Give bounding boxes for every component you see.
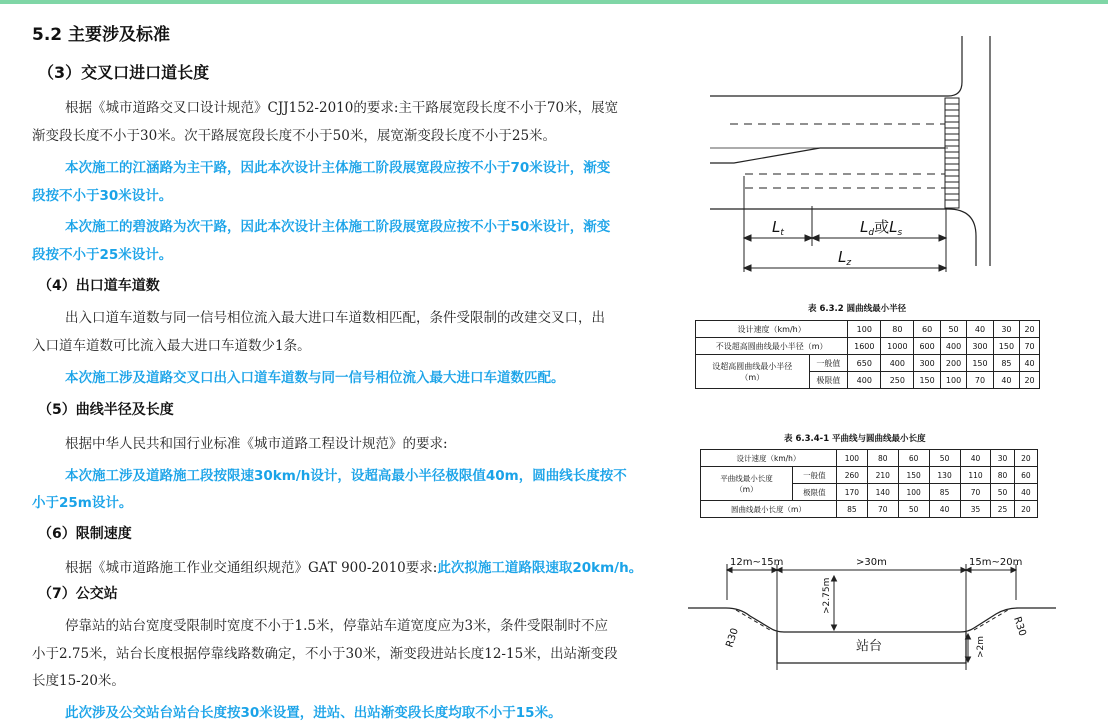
table-row <box>696 355 1040 372</box>
table-cell: 110 <box>960 467 991 484</box>
highlight-paragraph: 小于25m设计。 <box>32 495 133 511</box>
platform-length-label: >30m <box>856 557 887 568</box>
highlight-paragraph: 本次施工的碧波路为次干路，因此本次设计主体施工阶段展宽段应按不小于50米设计，渐变 <box>65 219 611 235</box>
table-cell <box>701 467 793 501</box>
table-cell: 40 <box>1014 484 1037 501</box>
highlight-paragraph: 本次施工涉及道路交叉口出入口道车道数与同一信号相位流入最大进口车道数匹配。 <box>65 370 565 386</box>
table-cell: 20 <box>1020 321 1040 338</box>
table-cell: 200 <box>940 355 966 372</box>
table-cell: 70 <box>867 501 898 518</box>
table-cell: 20 <box>1014 450 1037 467</box>
paragraph: 出入口道车道数与同一信号相位流入最大进口车道数相匹配，条件受限制的改建交叉口，出 <box>65 310 605 326</box>
table-cell: 一般值 <box>809 355 848 372</box>
paragraph: 长度15-20米。 <box>32 673 125 689</box>
paragraph: 入口道车道数可比流入最大进口车道数少1条。 <box>32 338 311 354</box>
table-cell: 400 <box>848 372 881 389</box>
exit-length-label: 15m~20m <box>969 557 1023 568</box>
paragraph: 根据《城市道路交叉口设计规范》CJJ152-2010的要求:主干路展宽段长度不小于70米，展宽 <box>65 100 619 116</box>
lt-label: $L_t$ <box>772 218 784 238</box>
min-radius-table <box>695 320 1040 389</box>
table-cell: 40 <box>1020 355 1040 372</box>
table-cell: 30 <box>991 450 1014 467</box>
highlight-paragraph: 段按不小于25米设计。 <box>32 247 173 263</box>
table1-caption: 表 6.3.2 圆曲线最小半径 <box>808 304 907 314</box>
crosswalk-hatching <box>945 98 959 208</box>
table-cell: 650 <box>848 355 881 372</box>
table-cell: 150 <box>898 467 929 484</box>
highlight-paragraph: 此次涉及公交站台站台长度按30米设置，进站、出站渐变段长度均取不小于15米。 <box>65 705 562 721</box>
cell-text: （m） <box>740 372 765 382</box>
lane-width-label: >2.75m <box>822 577 832 614</box>
bus-stop-diagram <box>684 552 1060 676</box>
highlight-text: 此次拟施工道路限速取20km/h。 <box>437 560 643 576</box>
curb-line-top <box>710 36 962 96</box>
table-row <box>701 450 1038 467</box>
table-cell: 130 <box>929 467 960 484</box>
table-row <box>701 501 1038 518</box>
heading-6: （6）限制速度 <box>38 526 132 542</box>
table-cell: 1000 <box>881 338 914 355</box>
table-cell: 140 <box>867 484 898 501</box>
table-cell: 圆曲线最小长度（m） <box>701 501 837 518</box>
highlight-paragraph: 段按不小于30米设计。 <box>32 188 173 204</box>
table-cell: 70 <box>960 484 991 501</box>
paragraph: 渐变段长度不小于30米。次干路展宽段长度不小于50米，展宽渐变段长度不小于25米。 <box>32 128 557 144</box>
radius-label-left: R30 <box>724 626 741 649</box>
table-cell: 170 <box>836 484 867 501</box>
table-cell: 100 <box>940 372 966 389</box>
table-cell: 20 <box>1020 372 1040 389</box>
table-cell: 260 <box>836 467 867 484</box>
highlight-paragraph: 本次施工涉及道路施工段按限速30km/h设计，设超高最小半径极限值40m，圆曲线长度按不 <box>65 468 627 484</box>
table-cell: 80 <box>881 321 914 338</box>
heading-3: （3）交叉口进口道长度 <box>38 63 210 82</box>
paragraph: 根据中华人民共和国行业标准《城市道路工程设计规范》的要求: <box>65 436 448 452</box>
table-cell: 100 <box>898 484 929 501</box>
table-cell: 150 <box>967 355 993 372</box>
table-cell: 50 <box>940 321 966 338</box>
table-row <box>696 338 1040 355</box>
table-cell: 40 <box>967 321 993 338</box>
cell-text: 平曲线最小长度 <box>720 473 773 483</box>
radius-label-right: R30 <box>1011 615 1028 638</box>
paragraph: 停靠站的站台宽度受限制时宽度不小于1.5米，停靠站车道宽度应为3米，条件受限制时不应 <box>65 618 609 634</box>
table-cell: 一般值 <box>792 467 836 484</box>
table-cell: 50 <box>929 450 960 467</box>
table-cell: 50 <box>991 484 1014 501</box>
table-row <box>696 321 1040 338</box>
table-cell: 25 <box>991 501 1014 518</box>
table-cell: 85 <box>836 501 867 518</box>
table-cell: 70 <box>967 372 993 389</box>
table-cell: 80 <box>991 467 1014 484</box>
table-cell: 300 <box>914 355 940 372</box>
widening-taper <box>710 148 945 163</box>
lz-label: $L_z$ <box>838 248 852 268</box>
paragraph: 小于2.75米，站台长度根据停靠线路数确定，不小于30米，渐变段进站长度12-15米，出站渐变段 <box>32 646 618 662</box>
platform-width-label: >2m <box>976 635 986 658</box>
platform-label: 站台 <box>856 639 883 654</box>
table-cell: 极限值 <box>809 372 848 389</box>
table-cell: 400 <box>881 355 914 372</box>
table-cell: 60 <box>914 321 940 338</box>
heading-5: （5）曲线半径及长度 <box>38 402 174 418</box>
table-cell: 60 <box>1014 467 1037 484</box>
table-cell: 70 <box>1020 338 1040 355</box>
approach-length-diagram <box>700 36 1020 276</box>
table-cell: 60 <box>898 450 929 467</box>
table-cell: 40 <box>960 450 991 467</box>
table-cell: 1600 <box>848 338 881 355</box>
table-cell: 40 <box>993 372 1019 389</box>
heading-7: （7）公交站 <box>38 586 118 602</box>
table-cell: 400 <box>940 338 966 355</box>
table-cell: 设计速度（km/h） <box>701 450 837 467</box>
table-row <box>701 467 1038 484</box>
highlight-paragraph: 本次施工的江涵路为主干路，因此本次设计主体施工阶段展宽段应按不小于70米设计，渐变 <box>65 160 611 176</box>
table-cell: 100 <box>836 450 867 467</box>
paragraph <box>65 556 642 576</box>
table-cell: 20 <box>1014 501 1037 518</box>
table-cell: 600 <box>914 338 940 355</box>
table-cell: 80 <box>867 450 898 467</box>
section-title: 5.2 主要涉及标准 <box>32 25 171 45</box>
table-cell: 35 <box>960 501 991 518</box>
table-cell: 210 <box>867 467 898 484</box>
table-cell: 300 <box>967 338 993 355</box>
table-cell: 150 <box>914 372 940 389</box>
table-cell: 30 <box>993 321 1019 338</box>
min-curve-length-table <box>700 449 1038 518</box>
paragraph-text: 根据《城市道路施工作业交通组织规范》GAT 900-2010要求: <box>65 560 438 576</box>
top-accent-bar <box>0 0 1108 4</box>
table-cell: 150 <box>993 338 1019 355</box>
cell-text: 设超高圆曲线最小半径 <box>712 361 793 371</box>
table-cell: 100 <box>848 321 881 338</box>
table2-caption: 表 6.3.4-1 平曲线与圆曲线最小长度 <box>784 434 926 444</box>
table-cell: 85 <box>993 355 1019 372</box>
table-cell: 85 <box>929 484 960 501</box>
table-cell <box>696 355 810 389</box>
cell-text: （m） <box>735 484 758 494</box>
table-cell: 设计速度（km/h） <box>696 321 848 338</box>
ld-ls-label: $L_d$或$L_s$ <box>860 218 903 238</box>
table-cell: 极限值 <box>792 484 836 501</box>
table-cell: 250 <box>881 372 914 389</box>
heading-4: （4）出口道车道数 <box>38 278 160 294</box>
table-cell: 40 <box>929 501 960 518</box>
entry-length-label: 12m~15m <box>730 557 784 568</box>
table-cell: 50 <box>898 501 929 518</box>
table-cell: 不设超高圆曲线最小半径（m） <box>696 338 848 355</box>
